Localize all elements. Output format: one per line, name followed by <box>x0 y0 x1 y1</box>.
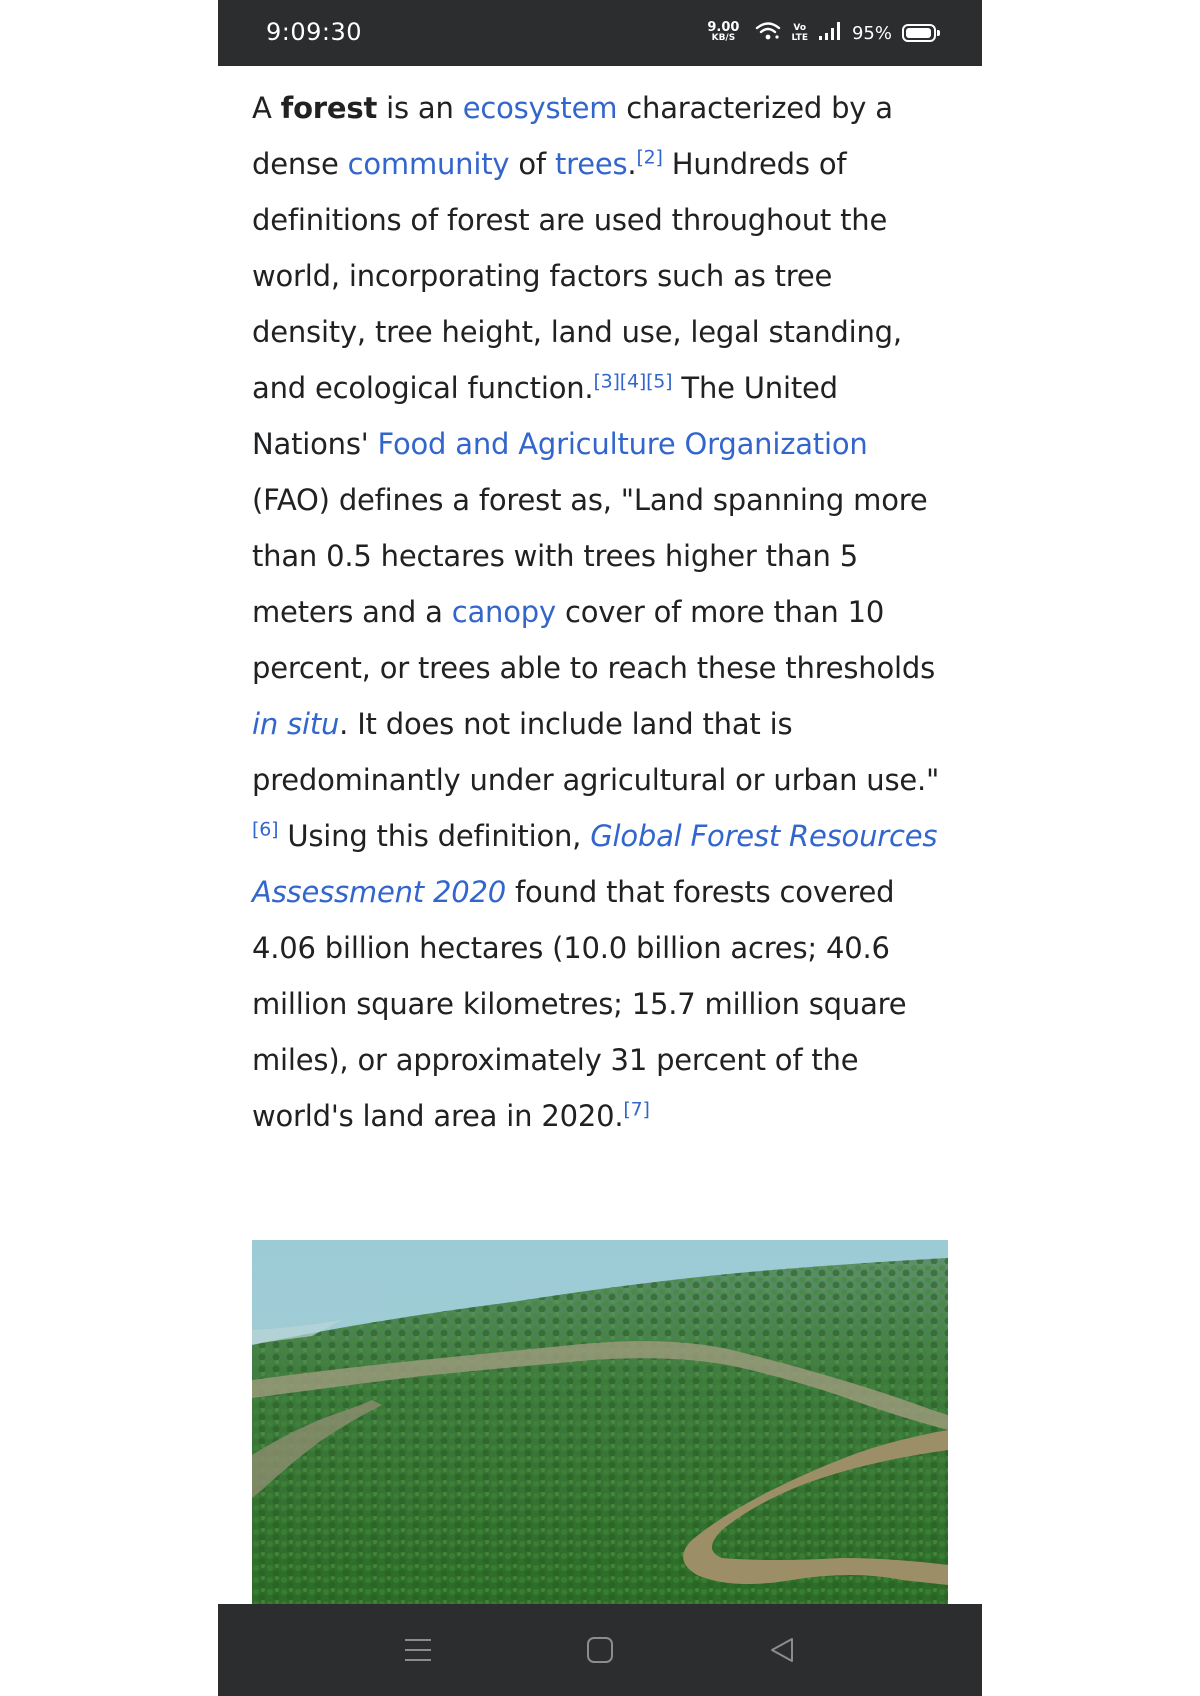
home-button[interactable] <box>584 1634 616 1666</box>
status-icons <box>707 16 936 50</box>
triangle-back-icon <box>768 1636 796 1664</box>
phone-screen <box>218 0 982 1696</box>
signal-icon <box>818 21 842 45</box>
back-button[interactable] <box>766 1634 798 1666</box>
volte-bottom: LTE <box>791 33 808 43</box>
aerial-rainforest-river-photo-icon <box>252 1240 948 1606</box>
navigation-bar <box>218 1604 982 1696</box>
volte-indicator <box>791 23 808 43</box>
article-link[interactable]: canopy <box>451 595 556 629</box>
rounded-square-icon <box>586 1636 614 1664</box>
status-bar <box>218 0 982 66</box>
network-speed-value: 9.00 <box>707 20 740 35</box>
article-content <box>252 80 952 1144</box>
article-text: found that forests covered 4.06 billion hectares (10.0 billion acres; 40.6 million square kilometres; 15.7 million square miles), or approximately 31 percent of the world's land area in 2020. <box>252 875 907 1133</box>
recent-apps-button[interactable] <box>402 1634 434 1666</box>
article-text: (FAO) defines a forest as, "Land spanning more than 0.5 hectares with trees higher than 5 meters and a <box>252 483 928 629</box>
article-link[interactable]: Global Forest Resources Assessment 2020 <box>252 819 938 909</box>
article-text: Hundreds of definitions of forest are used throughout the world, incorporating factors such as tree density, tree height, land use, legal standing, and ecological function. <box>252 147 902 405</box>
reference-link[interactable]: [2] <box>636 146 663 169</box>
article-text: . <box>627 147 637 181</box>
status-clock: 9:09:30 <box>266 18 363 46</box>
article-link[interactable]: in situ <box>252 707 340 741</box>
battery-icon <box>902 24 936 42</box>
article-text: is an <box>377 91 463 125</box>
battery-percent: 95% <box>851 22 892 44</box>
network-speed <box>707 22 739 44</box>
article-text: A <box>252 91 281 125</box>
article-text: characterized by a dense <box>252 91 893 181</box>
article-text: cover of more than 10 percent, or trees able to reach these thresholds <box>252 595 935 685</box>
volte-top: Vo <box>793 23 807 33</box>
article-text: Using this definition, <box>278 819 591 853</box>
article-link[interactable]: ecosystem <box>462 91 618 125</box>
forest-aerial-image[interactable] <box>252 1240 948 1606</box>
article-link[interactable]: Food and Agriculture Organization <box>377 427 868 461</box>
battery-fill <box>906 28 931 38</box>
menu-lines-icon <box>404 1637 432 1663</box>
reference-link[interactable]: [3][4][5] <box>593 370 673 393</box>
article-text: The United Nations' <box>252 371 838 461</box>
network-speed-unit: KB/S <box>711 33 736 43</box>
wifi-icon <box>755 21 781 45</box>
article-link[interactable]: community <box>347 147 510 181</box>
reference-link[interactable]: [7] <box>623 1098 650 1121</box>
article-paragraph <box>252 80 952 1144</box>
reference-link[interactable]: [6] <box>252 818 279 841</box>
article-text: of <box>509 147 555 181</box>
article-link[interactable]: trees <box>554 147 628 181</box>
bold-term: forest <box>280 91 378 125</box>
article-text: . It does not include land that is predominantly under agricultural or urban use." <box>252 707 940 797</box>
